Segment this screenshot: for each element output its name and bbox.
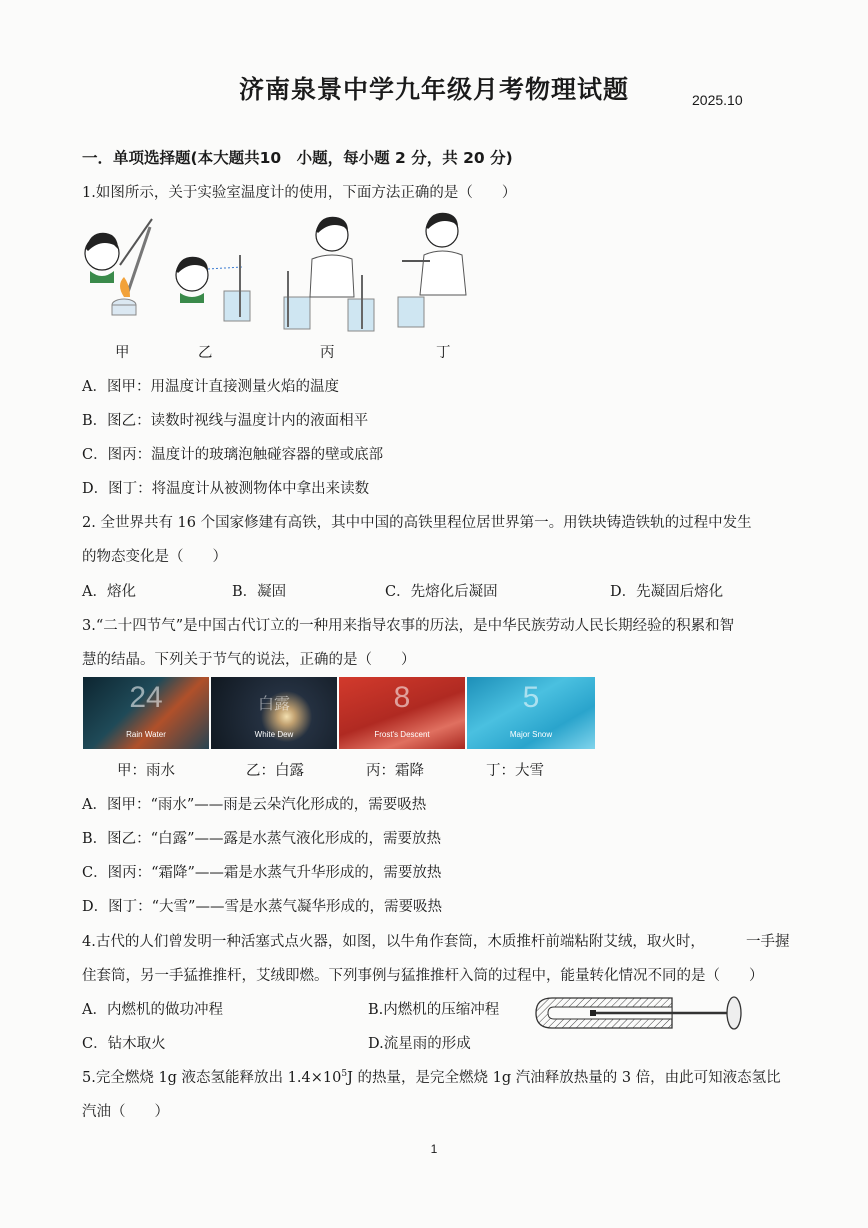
q1-option-b: B．图乙：读数时视线与温度计内的液面相平 bbox=[82, 413, 369, 429]
exam-date: 2025.10 bbox=[692, 92, 743, 108]
q4-stem-line1: 4.古代的人们曾发明一种活塞式点火器，如图，以牛角作套筒，木质推杆前端粘附艾绒，取火时， bbox=[82, 934, 705, 950]
q3-label-bing: 丙：霜降 bbox=[366, 763, 424, 779]
q1-option-c: C．图丙：温度计的玻璃泡触碰容器的壁或底部 bbox=[82, 447, 384, 463]
q2-option-c: C．先熔化后凝固 bbox=[385, 584, 498, 600]
q1-fig-bing bbox=[284, 217, 374, 331]
q3-option-c: C．图丙：“霜降”——霜是水蒸气升华形成的，需要放热 bbox=[82, 865, 442, 881]
q5-stem-post: J 的热量，是完全燃烧 1g 汽油释放热量的 3 倍，由此可知液态氢比 bbox=[347, 1070, 781, 1086]
q3-photo-caption: White Dew bbox=[254, 730, 294, 739]
q1-option-d: D．图丁：将温度计从被测物体中拿出来读数 bbox=[82, 481, 370, 497]
q3-label-jia: 甲：雨水 bbox=[117, 763, 175, 779]
q1-label-ding: 丁 bbox=[436, 345, 451, 361]
q1-label-yi: 乙 bbox=[198, 345, 213, 361]
q3-photo-caption: Frost's Descent bbox=[374, 730, 430, 739]
q1-fig-ding bbox=[398, 213, 466, 327]
q5-stem-line2: 汽油（ ） bbox=[82, 1104, 169, 1120]
q3-photo-rain-water bbox=[83, 677, 209, 749]
q1-stem: 1.如图所示，关于实验室温度计的使用，下面方法正确的是（ ） bbox=[82, 185, 517, 201]
q3-label-ding: 丁：大雪 bbox=[486, 763, 544, 779]
q4-option-c: C．钻木取火 bbox=[82, 1036, 166, 1052]
q3-stem-line1: 3.“二十四节气”是中国古代订立的一种用来指导农事的历法，是中华民族劳动人民长期经验的积累和智 bbox=[82, 618, 735, 634]
q3-photo-num: 24 bbox=[129, 681, 163, 714]
q5-stem-line1 bbox=[82, 1066, 781, 1087]
q3-photo-frost-descent bbox=[339, 677, 465, 749]
q2-stem-line1: 2. 全世界共有 16 个国家修建有高铁，其中中国的高铁里程位居世界第一。用铁块铸造铁轨的过程中发生 bbox=[82, 515, 752, 531]
fire-piston-diagram bbox=[532, 994, 746, 1034]
q4-stem-line1-end: 一手握 bbox=[746, 934, 790, 950]
q1-figure bbox=[80, 205, 500, 335]
q3-option-a: A．图甲：“雨水”——雨是云朵汽化形成的，需要吸热 bbox=[82, 797, 427, 813]
q3-option-b: B．图乙：“白露”——露是水蒸气液化形成的，需要放热 bbox=[82, 831, 441, 847]
q4-option-b: B.内燃机的压缩冲程 bbox=[368, 1002, 500, 1018]
q1-option-a: A．图甲：用温度计直接测量火焰的温度 bbox=[82, 379, 339, 395]
exam-title: 济南泉景中学九年级月考物理试题 bbox=[238, 75, 629, 104]
q3-label-yi: 乙：白露 bbox=[246, 763, 304, 779]
q3-photo-white-dew bbox=[211, 677, 337, 749]
q5-exponent: 5 bbox=[341, 1069, 348, 1080]
q1-label-jia: 甲 bbox=[115, 345, 130, 361]
q3-photo-caption: Rain Water bbox=[126, 730, 166, 739]
q2-option-a: A．熔化 bbox=[82, 584, 136, 600]
q3-stem-line2: 慧的结晶。下列关于节气的说法，正确的是（ ） bbox=[82, 652, 416, 668]
q1-label-bing: 丙 bbox=[320, 345, 335, 361]
q4-stem-line2: 住套筒，另一手猛推推杆，艾绒即燃。下列事例与猛推推杆入筒的过程中，能量转化情况不同的是（ ） bbox=[82, 968, 764, 984]
q3-photo-major-snow bbox=[467, 677, 595, 749]
q1-fig-jia bbox=[85, 219, 152, 315]
q3-option-d: D．图丁：“大雪”——雪是水蒸气凝华形成的，需要吸热 bbox=[82, 899, 442, 915]
q2-option-d: D．先凝固后熔化 bbox=[610, 584, 724, 600]
q2-option-b: B．凝固 bbox=[232, 584, 287, 600]
q3-photo-caption: Major Snow bbox=[509, 730, 553, 739]
section-heading: 一．单项选择题(本大题共10 小题，每小题 2 分，共 20 分) bbox=[82, 149, 513, 167]
q5-stem-pre: 5.完全燃烧 1g 液态氢能释放出 1.4×10 bbox=[82, 1070, 342, 1086]
q3-photo-num: 5 bbox=[522, 681, 540, 714]
q4-option-d: D.流星雨的形成 bbox=[368, 1036, 471, 1052]
q1-fig-yi bbox=[176, 255, 250, 321]
q3-photo-num: 8 bbox=[393, 681, 411, 714]
q4-option-a: A．内燃机的做功冲程 bbox=[82, 1002, 223, 1018]
page-number: 1 bbox=[430, 1142, 438, 1156]
q3-photo-num: 白露 bbox=[257, 696, 290, 713]
q2-stem-line2: 的物态变化是（ ） bbox=[82, 549, 227, 565]
